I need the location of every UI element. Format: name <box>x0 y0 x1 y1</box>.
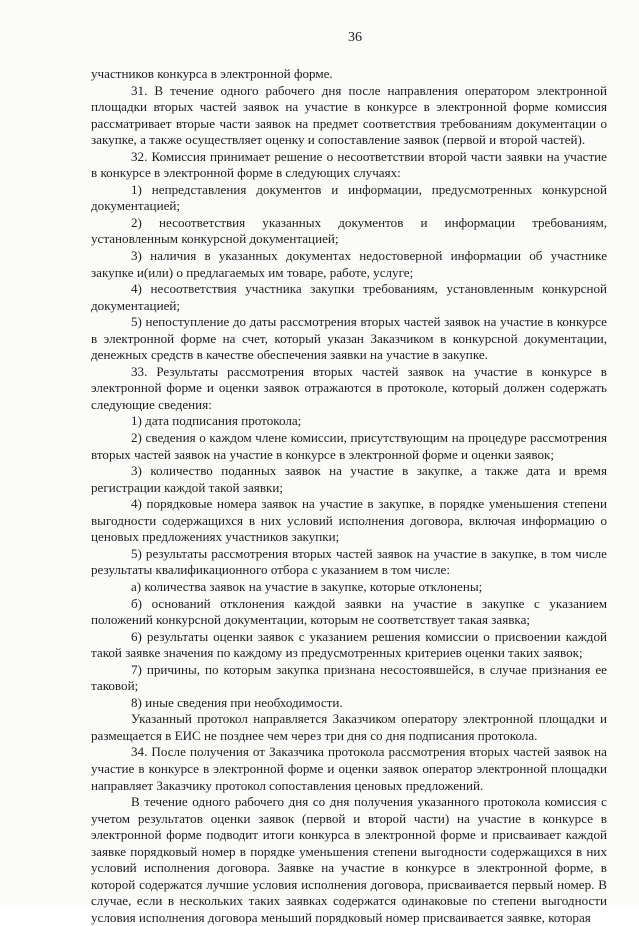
paragraph: 6) результаты оценки заявок с указанием решения комиссии о присвоении каждой такой заявке значения по каждому из предусмотренных критериев оценки таких заявок; <box>91 628 607 661</box>
paragraph: а) количества заявок на участие в закупке, которые отклонены; <box>131 578 483 594</box>
paragraph: 33. Результаты рассмотрения вторых частей заявок на участие в конкурсе в электронной форме и оценки заявок отражаются в протоколе, который должен содержать следующие сведения: <box>91 363 607 412</box>
paragraph: 3) количество поданных заявок на участие в закупке, а также дата и время регистрации каждой такой заявки; <box>91 463 607 495</box>
paragraph: 4) несоответствия участника закупки требованиям, установленным конкурсной документацией; <box>91 281 607 313</box>
paragraph: 5) непоступление до даты рассмотрения вторых частей заявок на участие в конкурсе в электронной форме на счет, который указан Заказчиком в конкурсной документации, денежных средств в качестве обеспечения заявки на участие в закупке. <box>91 314 607 363</box>
paragraph: 34. После получения от Заказчика протокола рассмотрения вторых частей заявок на участие в конкурсе в электронной форме и оценки заявок оператор электронной площадки направляет Заказчику протокол сопоставления ценовых предложений. <box>91 744 607 793</box>
paragraph: 2) сведения о каждом члене комиссии, присутствующим на процедуре рассмотрения вторых частей заявок на участие в конкурсе в электронной форме и оценки заявок; <box>91 430 607 462</box>
paragraph: 1) непредставления документов и информации, предусмотренных конкурсной документацией; <box>91 181 607 214</box>
paragraph: В течение одного рабочего дня со дня получения указанного протокола комиссия с учетом результатов оценки заявок (первой и второй части) на участие в конкурсе в электронной форме подводит итоги конкурса в электронной форме и присваивает каждой заявке порядковый номер в порядке уменьшения степени выгодности содержащихся в них условий исполнения договора. Заявке на участие в конкурсе в электронной форме, в которой содержатся лучшие условия исполнения договора, присваивается первый номер. В случае, если в нескольких таких заявках содержатся одинаковые по степени выгодности условия исполнения договора меньший порядковый номер присваивается заявке, которая <box>91 794 607 925</box>
paragraph: 8) иные сведения при необходимости. <box>131 694 343 710</box>
document-body <box>91 66 607 926</box>
paragraph: Указанный протокол направляется Заказчиком оператору электронной площадки и размещается в ЕИС не позднее чем через три дня со дня подписания протокола. <box>91 711 607 743</box>
paragraph: 3) наличия в указанных документах недостоверной информации об участнике закупке и(или) о предлагаемых им товаре, работе, услуге; <box>91 248 607 280</box>
paragraph: 2) несоответствия указанных документов и информации требованиям, установленным конкурсной документацией; <box>91 214 607 247</box>
paragraph: 31. В течение одного рабочего дня после направления оператором электронной площадки вторых частей заявок на участие в конкурсе в электронной форме комиссия рассматривает вторые части заявок на предмет соответствия требованиям документации о закупке, а также осуществляет оценку и сопоставление заявок (первой и второй частей). <box>91 82 607 148</box>
page-number: 36 <box>348 30 362 45</box>
paragraph: 5) результаты рассмотрения вторых частей заявок на участие в закупке, в том числе результаты квалификационного отбора с указанием в том числе: <box>91 545 607 578</box>
paragraph: 7) причины, по которым закупка признана несостоявшейся, в случае признания ее таковой; <box>91 661 607 694</box>
paragraph: б) оснований отклонения каждой заявки на участие в закупке с указанием положений конкурсной документации, которым не соответствует такая заявка; <box>91 595 607 628</box>
paragraph: 32. Комиссия принимает решение о несоответствии второй части заявки на участие в конкурсе в электронной форме в следующих случаях: <box>91 148 607 181</box>
paragraph: 4) порядковые номера заявок на участие в закупке, в порядке уменьшения степени выгодности содержащихся в них условий исполнения договора, включая информацию о ценовых предложениях участников закупки; <box>91 496 607 545</box>
paragraph: участников конкурса в электронной форме. <box>91 66 333 81</box>
paragraph: 1) дата подписания протокола; <box>131 413 302 429</box>
